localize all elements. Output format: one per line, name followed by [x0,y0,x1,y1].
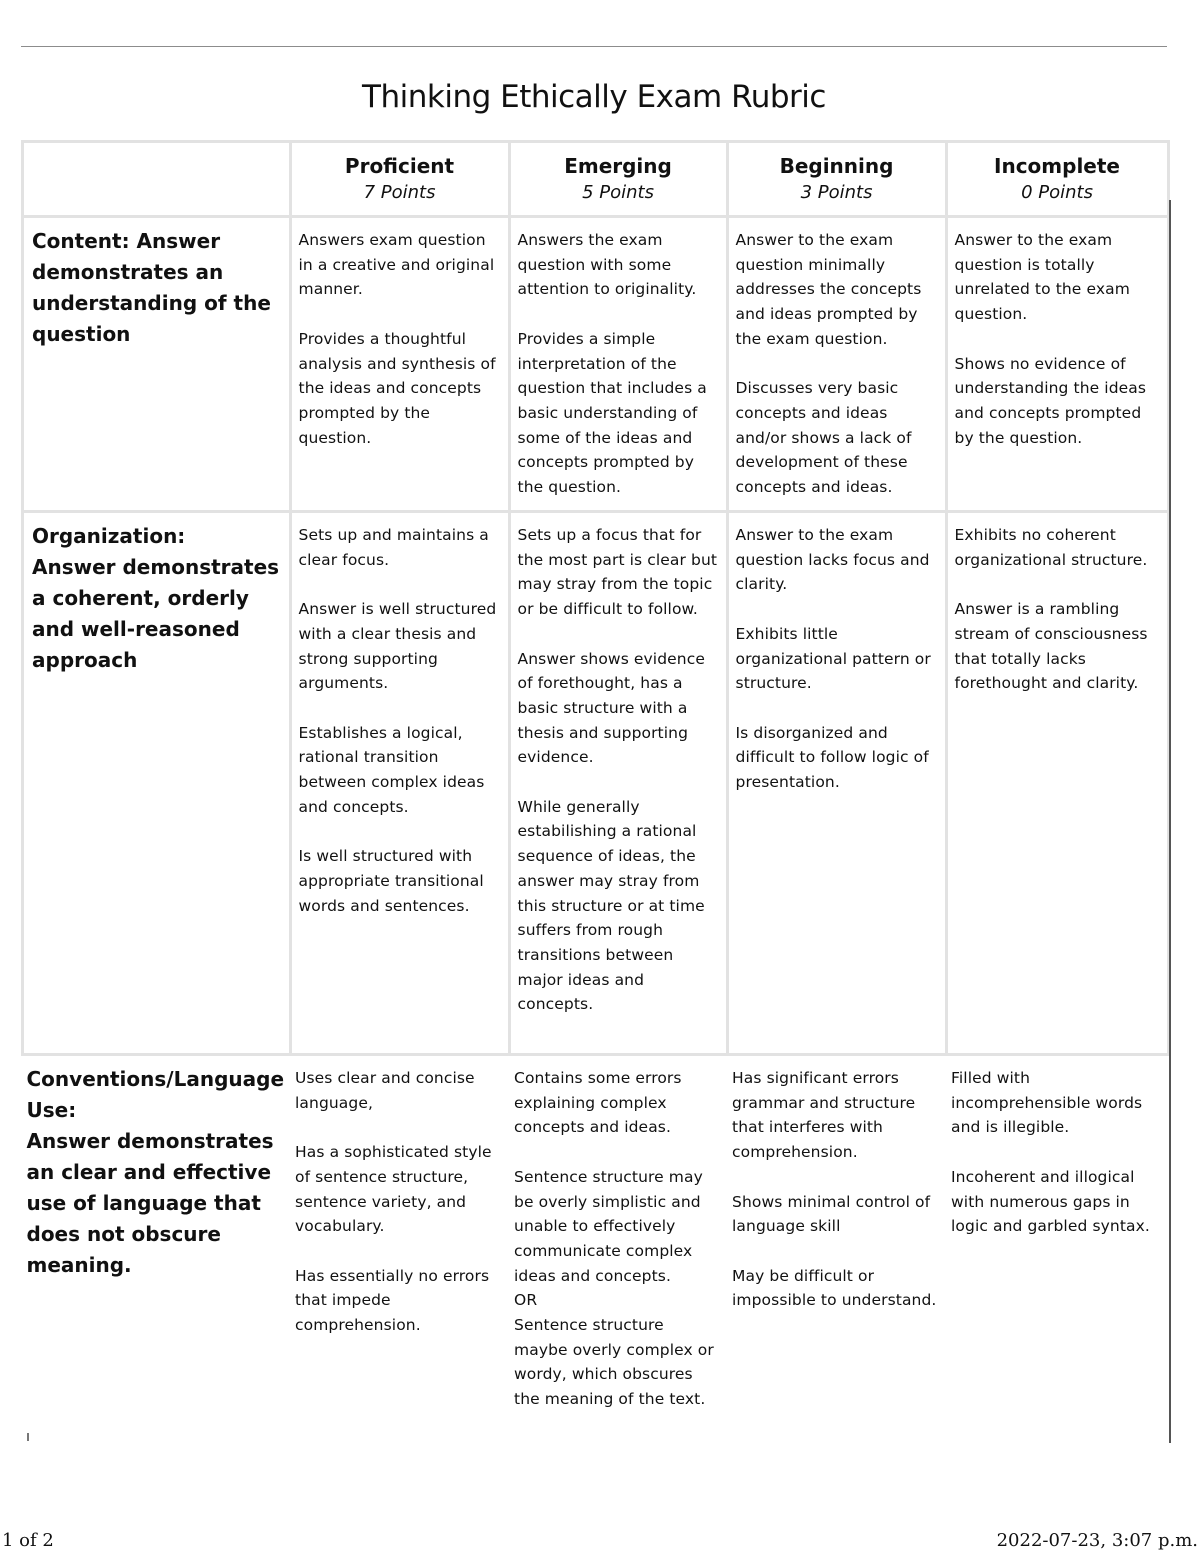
descriptor-cell [290,1055,509,1457]
descriptor-cell [509,1055,727,1457]
descriptor-text: Provides a simple interpretation of the question that includes a basic understanding of some of the ideas and concepts prompted by the question. [517,329,707,497]
descriptor-text: Sets up a focus that for the most part is clear but may stray from the topic or be difficult to follow. [517,526,718,619]
descriptor-cell [946,217,1168,512]
criterion-label [23,1055,291,1457]
top-rule [21,46,1167,47]
descriptor-text: Shows no evidence of understanding the ideas and concepts prompted by the question. [954,354,1147,447]
print-timestamp: 2022-07-23, 3:07 p.m. [996,1530,1198,1551]
criterion-text: Organization: Answer demonstrates a coherent, orderly and well-reasoned approach [32,524,280,672]
level-name: Incomplete [994,154,1120,178]
level-points: 7 Points [363,182,436,203]
descriptor-text: Answer shows evidence of forethought, has a basic structure with a thesis and supporting evidence. [517,649,705,767]
corner-cell [23,142,291,217]
descriptor-text: Contains some errors explaining complex concepts and ideas. [514,1069,682,1137]
descriptor-text: Answer to the exam question lacks focus and clarity. [735,526,930,594]
descriptor-cell [290,512,509,1055]
page-number: 1 of 2 [2,1530,54,1551]
descriptor-text: Incoherent and illogical with numerous gaps in logic and garbled syntax. [951,1167,1150,1236]
descriptor-text: Answer is a rambling stream of consciousness that totally lacks forethought and clarity. [954,600,1148,693]
descriptor-text: Answer to the exam question is totally unrelated to the exam question. [954,231,1130,324]
descriptor-text: Exhibits little organizational pattern or structure. [735,624,931,693]
descriptor-cell [290,217,509,512]
descriptor-text: Answers exam question in a creative and original manner. [298,231,495,299]
descriptor-text: Is disorganized and difficult to follow logic of presentation. [735,723,929,791]
descriptor-text: Has a sophisticated style of sentence structure, sentence variety, and vocabulary. [295,1143,492,1236]
page-edge-line [1169,200,1171,1443]
descriptor-text: Answers the exam question with some attention to originality. [517,231,697,299]
level-points: 3 Points [800,182,873,203]
descriptor-cell [727,512,946,1055]
descriptor-text: May be difficult or impossible to understand. [732,1266,937,1310]
criterion-row-content [23,217,1169,512]
level-name: Proficient [344,154,455,178]
descriptor-cell [727,217,946,512]
descriptor-text: Discusses very basic concepts and ideas and/or shows a lack of development of these concepts and ideas. [735,379,912,497]
level-header-emerging [509,142,727,217]
descriptor-text: Shows minimal control of language skill [732,1192,931,1236]
descriptor-text: While generally estabilishing a rational sequence of ideas, the answer may stray from this structure or at time suffers from rough transitions between major ideas and concepts. [517,797,705,1014]
level-points: 0 Points [1021,182,1093,203]
descriptor-text: Sentence structure may be overly simplistic and unable to effectively communicate complex ideas and concepts. OR Sentence structure maybe overly complex or wordy, which obscures the meaning of the text. [514,1167,714,1409]
criterion-text: Conventions/Language Use: Answer demonstrates an clear and effective use of language that does not obscure meaning. [26,1067,285,1277]
criterion-row-organization [23,512,1169,1055]
level-header-beginning [727,142,946,217]
descriptor-cell [946,1055,1168,1457]
descriptor-text: Establishes a logical, rational transition between complex ideas and concepts. [298,723,485,816]
criterion-text: Content: Answer demonstrates an understanding of the question [32,229,271,346]
descriptor-cell [946,512,1168,1055]
page-title: Thinking Ethically Exam Rubric [362,78,826,115]
level-points: 5 Points [582,182,654,203]
criterion-label [23,217,291,512]
descriptor-text: Has essentially no errors that impede comprehension. [295,1266,490,1334]
descriptor-text: Answer to the exam question minimally addresses the concepts and ideas prompted by the exam question. [735,231,922,348]
margin-mark [27,1433,29,1441]
descriptor-text: Provides a thoughtful analysis and synthesis of the ideas and concepts prompted by the question. [298,329,496,447]
level-header-incomplete [946,142,1168,217]
descriptor-text: Filled with incomprehensible words and is illegible. [951,1069,1143,1137]
rubric-table [21,140,1170,1456]
descriptor-cell [727,1055,946,1457]
descriptor-cell [509,512,727,1055]
level-name: Emerging [564,154,672,178]
descriptor-text: Uses clear and concise language, [295,1069,475,1112]
descriptor-text: Exhibits no coherent organizational structure. [954,526,1148,569]
criterion-row-conventions [23,1055,1169,1457]
criterion-label [23,512,291,1055]
descriptor-cell [509,217,727,512]
level-header-proficient [290,142,509,217]
descriptor-text: Has significant errors grammar and structure that interferes with comprehension. [732,1069,916,1162]
descriptor-text: Is well structured with appropriate transitional words and sentences. [298,847,484,915]
header-row [23,142,1169,217]
descriptor-text: Sets up and maintains a clear focus. [298,526,489,569]
level-name: Beginning [779,154,894,178]
descriptor-text: Answer is well structured with a clear thesis and strong supporting arguments. [298,600,497,693]
